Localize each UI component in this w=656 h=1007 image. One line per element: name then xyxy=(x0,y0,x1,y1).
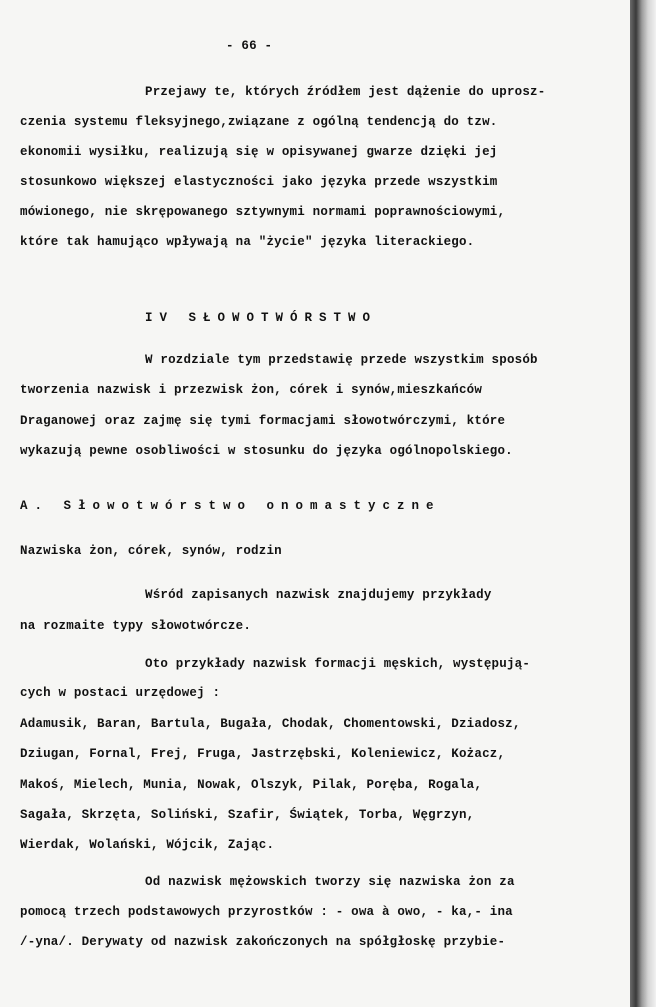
paragraph-line: na rozmaite typy słowotwórcze. xyxy=(20,619,252,633)
paragraph-line: stosunkowo większej elastyczności jako języka przede wszystkim xyxy=(20,175,498,189)
subheading: Nazwiska żon, córek, synów, rodzin xyxy=(20,544,282,558)
paragraph-line: mówionego, nie skrępowanego sztywnymi normami poprawnościowymi, xyxy=(20,205,506,219)
paragraph-line: ekonomii wysiłku, realizują się w opisywanej gwarze dzięki jej xyxy=(20,145,498,159)
paragraph-line: W rozdziale tym przedstawię przede wszystkim sposób xyxy=(145,353,538,367)
page-edge-shadow xyxy=(630,0,656,1007)
section-heading: A. Słowotwórstwo onomastyczne xyxy=(20,499,441,513)
paragraph-line: /-yna/. Derywaty od nazwisk zakończonych na spółgłoskę przybie- xyxy=(20,935,506,949)
paragraph-line: wykazują pewne osobliwości w stosunku do języka ogólnopolskiego. xyxy=(20,444,513,458)
paragraph-line: Oto przykłady nazwisk formacji męskich, występują- xyxy=(145,657,531,671)
paragraph-line: cych w postaci urzędowej : xyxy=(20,686,221,700)
paragraph-line: Wśród zapisanych nazwisk znajdujemy przykłady xyxy=(145,588,492,602)
surname-list-line: Dziugan, Fornal, Frej, Fruga, Jastrzębski, Koleniewicz, Kożacz, xyxy=(20,747,506,761)
paragraph-line: Draganowej oraz zajmę się tymi formacjami słowotwórczymi, które xyxy=(20,414,506,428)
surname-list-line: Wierdak, Wolański, Wójcik, Zając. xyxy=(20,838,275,852)
paragraph-line: czenia systemu fleksyjnego,związane z ogólną tendencją do tzw. xyxy=(20,115,498,129)
paragraph-line: pomocą trzech podstawowych przyrostków : - owa à owo, - ka,- ina xyxy=(20,905,513,919)
surname-list-line: Makoś, Mielech, Munia, Nowak, Olszyk, Pilak, Poręba, Rogala, xyxy=(20,778,483,792)
paragraph-line: które tak hamująco wpływają na "życie" języka literackiego. xyxy=(20,235,475,249)
chapter-heading: IV SŁOWOTWÓRSTWO xyxy=(145,311,378,325)
page-number: - 66 - xyxy=(226,39,273,53)
paragraph-line: Przejawy te, których źródłem jest dążenie do uprosz- xyxy=(145,85,546,99)
surname-list-line: Adamusik, Baran, Bartula, Bugała, Chodak, Chomentowski, Dziadosz, xyxy=(20,717,521,731)
paragraph-line: tworzenia nazwisk i przezwisk żon, córek i synów,mieszkańców xyxy=(20,383,483,397)
surname-list-line: Sagała, Skrzęta, Soliński, Szafir, Świątek, Torba, Węgrzyn, xyxy=(20,808,475,822)
paragraph-line: Od nazwisk mężowskich tworzy się nazwiska żon za xyxy=(145,875,515,889)
